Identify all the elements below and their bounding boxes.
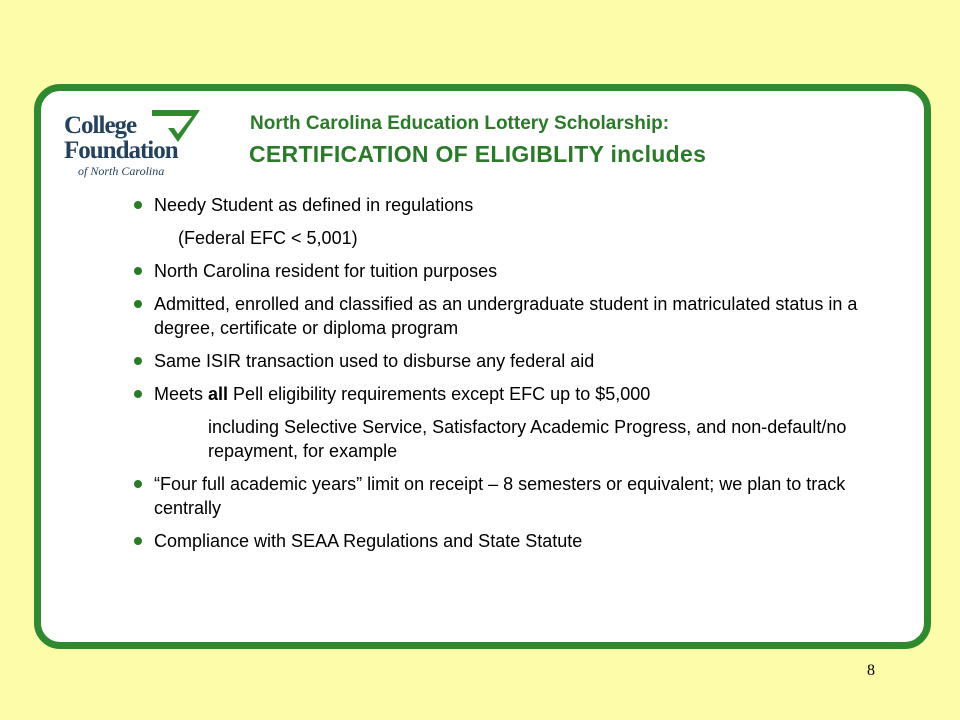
list-item-text: North Carolina resident for tuition purposes	[154, 261, 498, 281]
list-item-text: Admitted, enrolled and classified as an undergraduate student in matriculated status in a degree, certificate or diploma program	[154, 294, 858, 338]
list-item-text: Needy Student as defined in regulations	[154, 195, 474, 215]
list-item-sub: (Federal EFC < 5,001)	[178, 228, 358, 248]
list-item-text-pre: Meets	[154, 384, 209, 404]
bullet-icon	[134, 300, 142, 308]
logo-line-2: Foundation	[64, 137, 178, 164]
list-item-text: Same ISIR transaction used to disburse any federal aid	[154, 351, 595, 371]
list-item	[132, 529, 872, 553]
slide-subtitle: CERTIFICATION OF ELIGIBLITY includes	[249, 141, 707, 167]
list-item-text-bold: all	[208, 384, 229, 404]
list-item	[132, 193, 872, 217]
logo-line-1: College	[64, 112, 137, 139]
list-item	[132, 382, 872, 406]
eligibility-list	[132, 193, 872, 562]
list-item	[132, 259, 872, 283]
bullet-icon	[134, 201, 142, 209]
list-item-text: “Four full academic years” limit on receipt – 8 semesters or equivalent; we plan to track centrally	[154, 474, 846, 518]
list-item-text: Compliance with SEAA Regulations and State Statute	[154, 531, 583, 551]
bullet-icon	[134, 357, 142, 365]
college-foundation-logo	[64, 106, 204, 180]
bullet-icon	[134, 537, 142, 545]
list-item	[132, 292, 872, 340]
list-item	[132, 472, 872, 520]
bullet-icon	[134, 267, 142, 275]
bullet-icon	[134, 480, 142, 488]
list-item	[132, 349, 872, 373]
logo-line-3: of North Carolina	[78, 164, 165, 178]
slide-title: North Carolina Education Lottery Scholarship:	[250, 113, 670, 134]
list-item-text-post: Pell eligibility requirements except EFC up to $5,000	[228, 384, 651, 404]
list-item-sub: including Selective Service, Satisfactory Academic Progress, and non-default/no repayment, for example	[208, 417, 847, 461]
page-number: 8	[867, 662, 875, 679]
bullet-icon	[134, 390, 142, 398]
